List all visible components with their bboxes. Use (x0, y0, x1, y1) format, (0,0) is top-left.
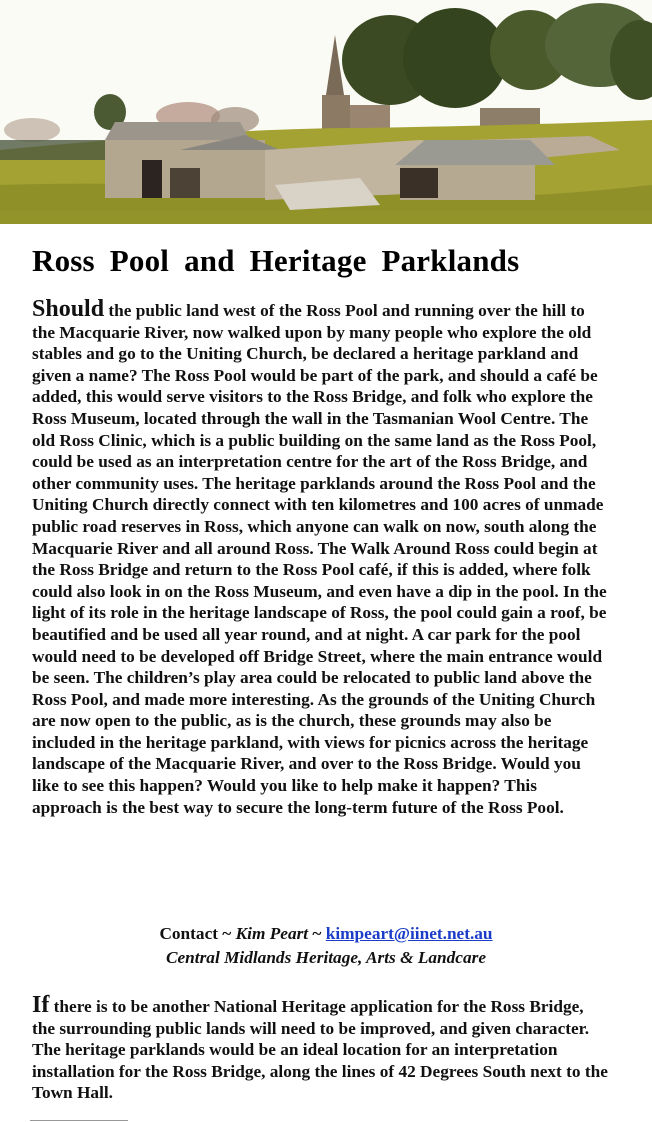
body-paragraph-2 (32, 992, 608, 1104)
contact-name: Kim Peart (235, 924, 309, 943)
footer-divider (30, 1120, 128, 1121)
contact-line (0, 922, 652, 946)
article-title: Ross Pool and Heritage Parklands (32, 243, 520, 278)
ross-pool-landscape-image (0, 0, 652, 224)
drop-lead-word: If (32, 992, 50, 1018)
contact-email-link[interactable]: kimpeart@iinet.net.au (325, 924, 493, 943)
drop-lead-word: Should (32, 296, 105, 322)
contact-organization: Central Midlands Heritage, Arts & Landcare (165, 948, 487, 967)
contact-label: Contact ~ (159, 924, 236, 943)
contact-block (0, 922, 652, 970)
body-paragraph-1 (32, 296, 608, 818)
hero-photo (0, 0, 652, 224)
contact-separator: ~ (308, 924, 326, 943)
paragraph-text: there is to be another National Heritage application for the Ross Bridge, the surrounding public lands will need to be improved, and given character. The heritage parklands would be an ideal location for an interpretation installation for the Ross Bridge, along the lines of 42 Degrees South next to the Town Hall. (32, 997, 608, 1103)
paragraph-text: the public land west of the Ross Pool and running over the hill to the Macquarie River, now walked upon by many people who explore the old stables and go to the Uniting Church, be declared a heritage parkland and given a name? The Ross Pool would be part of the park, and should a café be added, this would serve visitors to the Ross Bridge, and folk who explore the Ross Museum, located through the wall in the Tasmanian Wool Centre. The old Ross Clinic, which is a public building on the same land as the Ross Pool, could be used as an interpretation centre for the art of the Ross Bridge, and other community uses. The heritage parklands around the Ross Pool and the Uniting Church directly connect with ten kilometres and 100 acres of unmade public road reserves in Ross, which anyone can walk on now, south along the Macquarie River and all around Ross. The Walk Around Ross could begin at the Ross Bridge and return to the Ross Pool café, if this is added, where folk could also look in on the Ross Museum, and even have a dip in the pool. In the light of its role in the heritage landscape of Ross, the pool could gain a roof, be beautified and be used all year round, and at night. A car park for the pool would need to be developed off Bridge Street, where the main entrance would be seen. The children’s play area could be relocated to public land above the Ross Pool, and made more interesting. As the grounds of the Uniting Church are now open to the public, as is the church, these grounds may also be included in the heritage parkland, with views for picnics across the heritage landscape of the Macquarie River, and over to the Ross Bridge. Would you like to see this happen? Would you like to help make it happen? This approach is the best way to secure the long-term future of the Ross Pool. (32, 301, 607, 817)
